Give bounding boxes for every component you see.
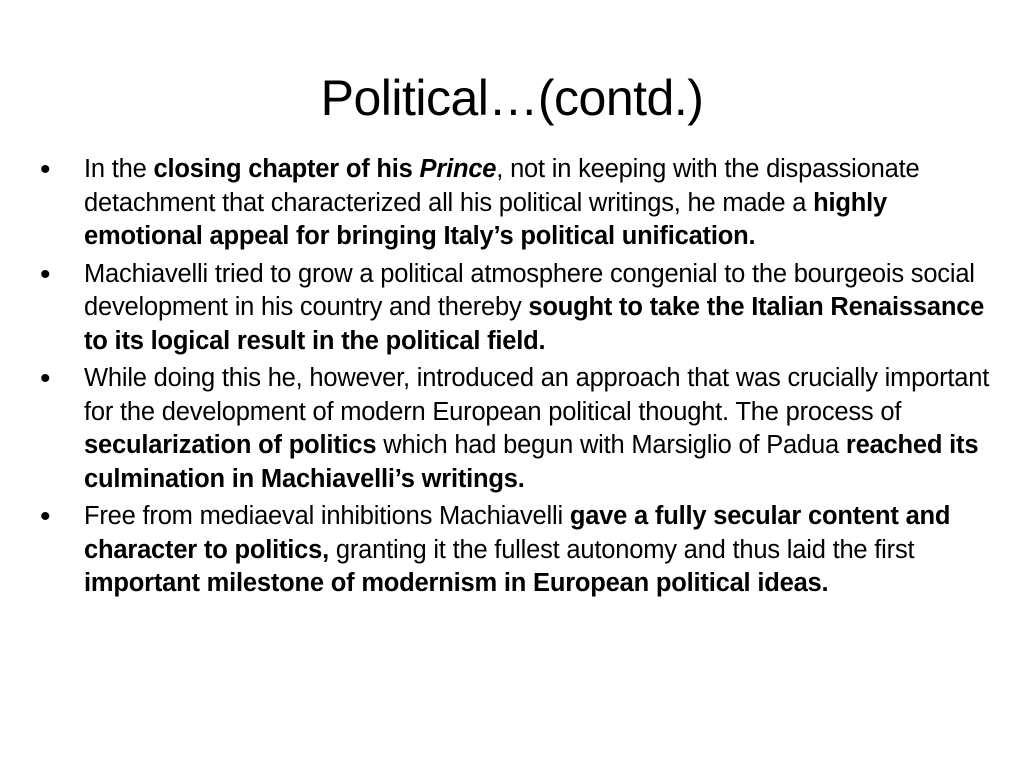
bullet-text-segment-bold: important milestone of modernism in European political ideas.	[84, 569, 829, 597]
bullet-item	[40, 500, 990, 601]
bullet-marker: •	[40, 257, 51, 291]
bullet-text-segment: Free from mediaeval inhibitions Machiavelli	[84, 502, 570, 530]
bullet-text-segment: granting it the fullest autonomy and thus laid the first	[329, 535, 915, 564]
bullet-text-segment-bold: secularization of politics	[84, 431, 377, 459]
bullet-text-segment-bold: sought to take the Italian Renaissance to its logical result in the political field.	[84, 293, 985, 355]
bullet-text-segment: While doing this he, however, introduced an approach that was crucially important for the development of modern European political thought. The process of	[84, 364, 990, 426]
bullet-marker: •	[40, 362, 51, 395]
bullet-text-segment-bold: closing chapter of his	[153, 155, 420, 183]
bullet-text-segment-bold: highly emotional appeal for bringing Italy’s political unification.	[84, 188, 888, 250]
bullet-list	[40, 153, 990, 605]
bullet-text-segment: Machiavelli tried to grow a political atmosphere congenial to the bourgeois social development in his country and thereby	[84, 259, 975, 321]
bullet-item	[40, 153, 990, 254]
bullet-item	[40, 258, 990, 359]
bullet-text-segment-bold: gave a fully secular content and character to politics,	[84, 502, 951, 564]
bullet-marker: •	[40, 153, 51, 186]
bullet-text-segment-bold: reached its culmination in Machiavelli’s writings.	[84, 431, 979, 493]
bullet-text-segment: which had begun with Marsiglio of Padua	[376, 431, 846, 459]
bullet-item	[40, 362, 990, 496]
bullet-text-segment: , not in keeping with the dispassionate detachment that characterized all his political writings, he made a	[84, 155, 920, 217]
bullet-text-segment-bold-italic: Prince	[419, 155, 497, 183]
bullet-text-segment: In the	[84, 155, 154, 183]
bullet-marker: •	[40, 500, 51, 533]
slide-title: Political…(contd.)	[320, 70, 704, 126]
